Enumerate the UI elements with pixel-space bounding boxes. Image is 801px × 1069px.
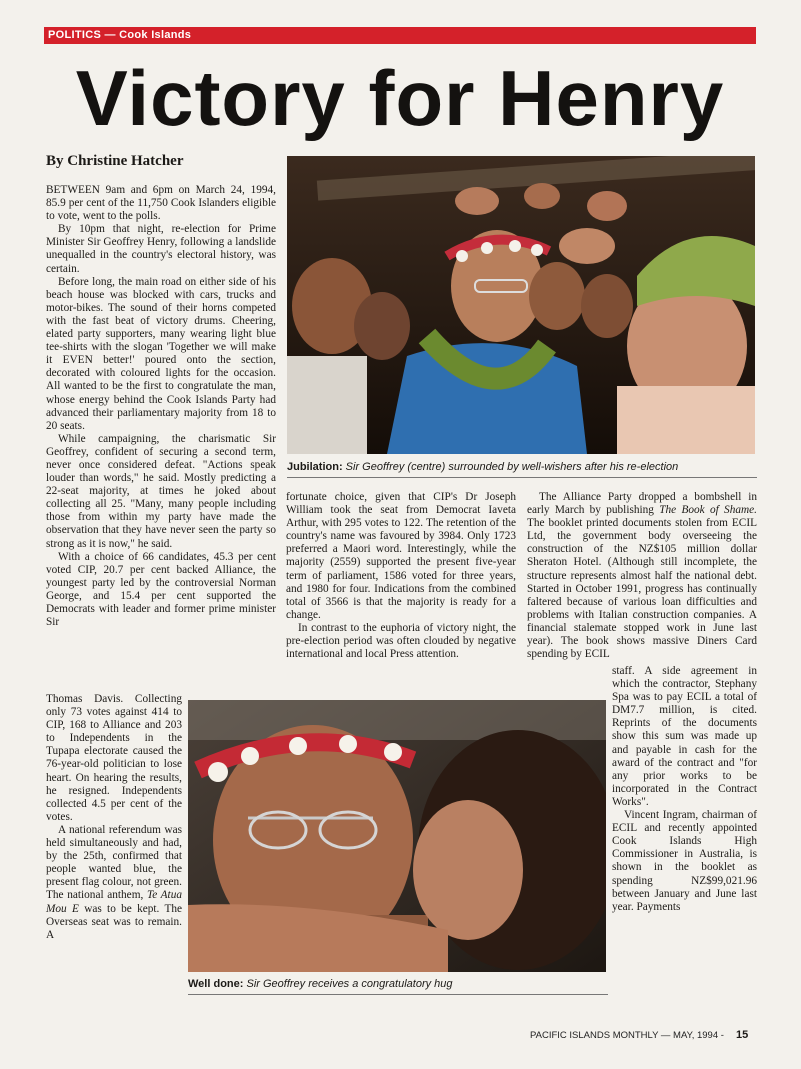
paragraph: Thomas Davis. Collecting only 73 votes against 414 to CIP, 168 to Alliance and 203 to Independents in the Tupapa electorate caused the 76-year-old politician to lose heart. On hearing the results, he resigned. Independents collected 4.5 per cent of the votes. <box>46 693 182 823</box>
paragraph: With a choice of 66 candidates, 45.3 per cent voted CIP, 20.7 per cent backed Alliance, the youngest party led by the controversial Norman George, and 15.4 per cent supported the Democrats with leader and former prime minister Sir <box>46 550 276 629</box>
page-number: 15 <box>736 1029 749 1041</box>
section-label: POLITICS — Cook Islands <box>48 29 192 41</box>
byline: By Christine Hatcher <box>46 153 184 169</box>
caption-text: Sir Geoffrey receives a congratulatory hug <box>246 978 453 990</box>
paragraph <box>46 824 182 942</box>
article-column-1 <box>46 184 276 629</box>
paragraph-text: A national referendum was held simultaneously and had, by the 25th, confirmed that people wanted blue, the present flag colour, not green. The national anthem, <box>46 823 182 902</box>
article-column-1-continued <box>46 693 182 942</box>
caption-rule <box>287 477 757 478</box>
book-title: The Book of Shame. <box>659 504 757 517</box>
paragraph-text: The Alliance Party dropped a bombshell in early March by publishing <box>527 491 757 517</box>
paragraph: While campaigning, the charismatic Sir Geoffrey, confident of securing a second term, never once considered defeat. "Actions speak louder than words," he said. Mostly predicting a 22-seat majority, at times he joked about collecting all 25. "Many, many people including those from within my party have made the observation that they have never seen the party so strong as it is now," he said. <box>46 432 276 550</box>
paragraph: By 10pm that night, re-election for Prime Minister Sir Geoffrey Henry, following a landslide unequalled in the country's electoral history, was certain. <box>46 223 276 275</box>
photo-caption-well-done <box>188 978 608 990</box>
paragraph-text: The booklet printed documents stolen from ECIL Ltd, the government body overseeing the construction of the NZ$105 million dollar Sheraton Hotel. (Although still incomplete, the structure represents almost half the national debt. Started in October 1991, progress has continually faltered because of various loan difficulties and problems with Italian construction companies. A financial stalemate stopped work in June last year). The book shows massive Diners Card spending by ECIL <box>527 517 757 661</box>
headline: Victory for Henry <box>75 54 725 142</box>
photo-well-done <box>188 700 606 972</box>
paragraph-text: was to be kept. The Overseas seat was to remain. A <box>46 902 183 941</box>
paragraph: Vincent Ingram, chairman of ECIL and recently appointed Cook Islands High Commissioner in Australia, is shown in the booklet as spending NZ$99,021.96 between January and June last year. Payments <box>612 809 757 913</box>
paragraph: In contrast to the euphoria of victory night, the pre-election period was often clouded by negative international and local Press attention. <box>286 621 516 661</box>
caption-rule <box>188 994 608 995</box>
caption-text: Sir Geoffrey (centre) surrounded by well-wishers after his re-election <box>345 461 679 473</box>
paragraph <box>527 491 757 661</box>
photo-jubilation-image <box>287 156 755 454</box>
paragraph: BETWEEN 9am and 6pm on March 24, 1994, 85.9 per cent of the 11,750 Cook Islanders eligible to vote, went to the polls. <box>46 184 276 223</box>
footer-publication: PACIFIC ISLANDS MONTHLY — MAY, 1994 - <box>530 1030 724 1041</box>
photo-jubilation <box>287 156 755 454</box>
anthem-title: Te Atua Mou E <box>46 889 182 915</box>
photo-caption-jubilation <box>287 461 757 473</box>
caption-label: Jubilation: <box>287 461 343 473</box>
article-column-2 <box>286 491 516 661</box>
caption-label: Well done: <box>188 978 244 990</box>
paragraph: fortunate choice, given that CIP's Dr Joseph William took the seat from Democrat Iaveta Arthur, with 295 votes to 122. The retention of the country's name was favoured by 3984. Only 1723 preferred a Maori word. Interestingly, while the majority (2559) supported the present five-year term of parliament, 1586 voted for three years, and 1980 for four. Indications from the combined total of 3566 is that the majority is ready for a change. <box>286 491 516 621</box>
photo-well-done-image <box>188 700 606 972</box>
article-column-3-continued <box>612 665 757 914</box>
paragraph: Before long, the main road on either side of his beach house was blocked with cars, trucks and motor-bikes. The sound of their horns competed with the fast beat of victory drums. Cheering, elated party supporters, many wearing light blue tee-shirts with the slogan 'Together we will make it EVEN better!' poured onto the section, decorated with coloured lights for the occasion. All wanted to be the first to congratulate the man, whose energy behind the Cook Islands Party had advanced their parliamentary majority from 18 to 20 seats. <box>46 275 276 432</box>
article-column-3 <box>527 491 757 661</box>
paragraph: staff. A side agreement in which the contractor, Stephany Spa was to pay ECIL a total of DM7.7 million, is cited. Reprints of the documents show this sum was made up and payable in cash for the award of the contract and "for any prior works to be incorporated in the Contract Works". <box>612 665 757 808</box>
